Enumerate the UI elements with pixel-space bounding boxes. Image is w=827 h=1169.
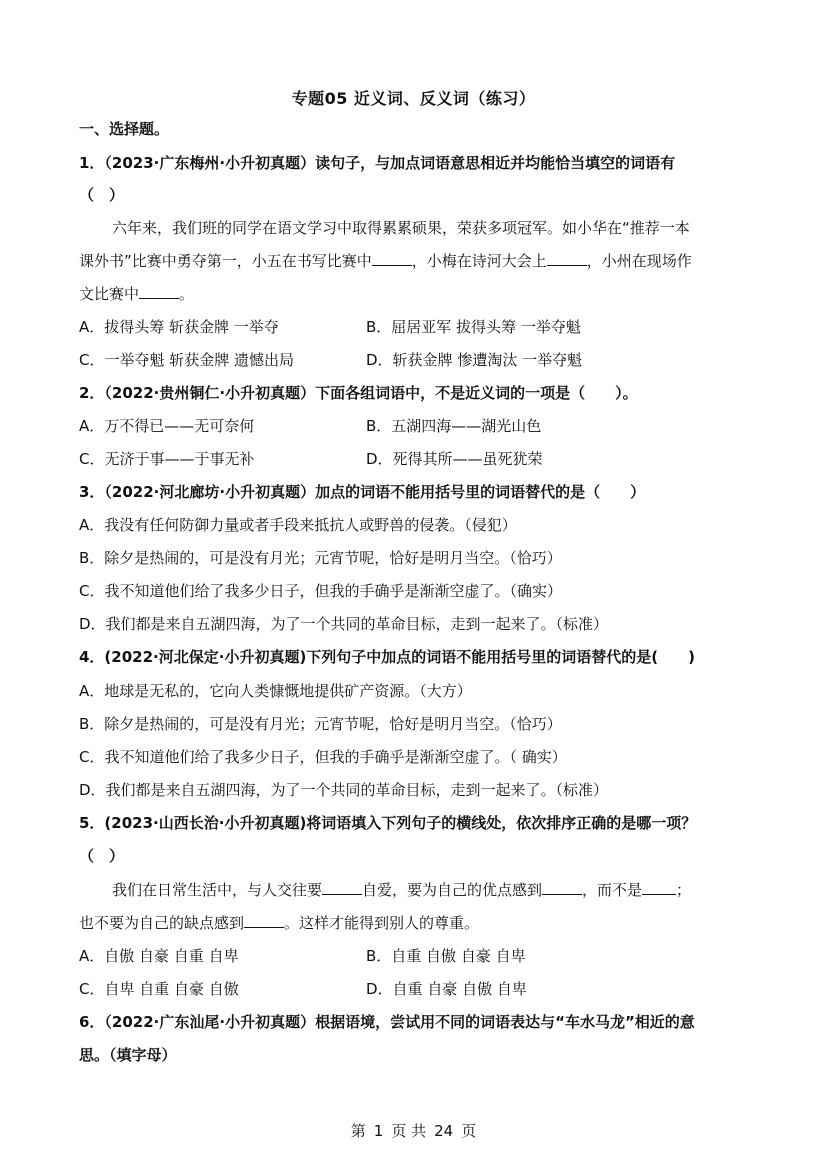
page-footer — [0, 1120, 827, 1141]
fill-blank — [372, 251, 412, 266]
option-c[interactable]: C．我不知道他们给了我多少日子，但我的手确乎是渐渐空虚了。（ 确实） — [79, 748, 567, 766]
option-d[interactable]: D．我们都是来自五湖四海，为了一个共同的革命目标，走到一起来了。（标准） — [79, 781, 609, 799]
question-1-stem: 1．（2023·广东梅州·小升初真题）读句子，与加点词语意思相近并均能恰当填空的词语有 — [79, 154, 676, 172]
fill-blank — [547, 251, 587, 266]
footer-mid: 页 共 — [391, 1122, 427, 1140]
option-d[interactable]: D．死得其所——虽死犹荣 — [366, 450, 543, 468]
question-2-options-row-2 — [79, 449, 751, 469]
option-d[interactable]: D．我们都是来自五湖四海，为了一个共同的革命目标，走到一起来了。（标准） — [79, 615, 609, 633]
option-a[interactable]: A．自傲 自豪 自重 自卑 — [79, 947, 239, 965]
page-number: 1 — [373, 1122, 384, 1140]
option-d[interactable]: D．斩获金牌 惨遭淘汰 一举夺魁 — [366, 351, 583, 369]
question-2-options-row-1 — [79, 416, 751, 436]
fill-blank — [322, 880, 362, 895]
question-1-options-row-2 — [79, 350, 751, 370]
question-5-passage-line-1: 我们在日常生活中，与人交往要 自爱，要为自己的优点感到 ，而不是 ； — [112, 881, 692, 899]
option-d[interactable]: D．自重 自豪 自傲 自卑 — [366, 980, 527, 998]
option-c[interactable]: C．无济于事——于事无补 — [79, 450, 255, 468]
total-pages: 24 — [434, 1122, 454, 1140]
fill-blank — [542, 880, 582, 895]
question-5-passage-line-2: 也不要为自己的缺点感到 。这样才能得到别人的尊重。 — [79, 914, 480, 932]
question-6-stem-cont: 思。（填字母） — [79, 1046, 177, 1064]
option-a[interactable]: A．地球是无私的，它向人类慷慨地提供矿产资源。（大方） — [79, 682, 472, 700]
question-5-options-row-1 — [79, 946, 751, 966]
option-b[interactable]: B．屈居亚军 拔得头筹 一举夺魁 — [366, 318, 581, 336]
fill-blank — [642, 880, 676, 895]
option-a[interactable]: A．拔得头筹 斩获金牌 一举夺 — [79, 318, 279, 336]
option-a[interactable]: A．万不得已——无可奈何 — [79, 417, 255, 435]
question-1-passage-line-2: 课外书”比赛中勇夺第一，小五在书写比赛中 ，小梅在诗河大会上 ，小州在现场作 — [79, 252, 692, 270]
option-c[interactable]: C．自卑 自重 自豪 自傲 — [79, 980, 239, 998]
section-heading: 一、选择题。 — [79, 120, 170, 138]
question-3-stem: 3．（2022·河北廊坊·小升初真题）加点的词语不能用括号里的词语替代的是（ ） — [79, 483, 646, 501]
option-a[interactable]: A．我没有任何防御力量或者手段来抵抗人或野兽的侵袭。（侵犯） — [79, 516, 517, 534]
page-title: 专题05 近义词、反义词（练习） — [291, 89, 536, 108]
question-1-passage-line-3: 文比赛中 。 — [79, 285, 195, 303]
question-5-options-row-2 — [79, 979, 751, 999]
question-1-options-row-1 — [79, 317, 751, 337]
footer-end: 页 — [461, 1122, 477, 1140]
option-c[interactable]: C．我不知道他们给了我多少日子，但我的手确乎是渐渐空虚了。（确实） — [79, 582, 562, 600]
fill-blank — [139, 284, 179, 299]
footer-label: 第 — [350, 1122, 366, 1140]
question-1-paren: （ ） — [79, 186, 125, 204]
question-5-paren: （ ） — [79, 847, 125, 865]
option-c[interactable]: C．一举夺魁 斩获金牌 遗憾出局 — [79, 351, 295, 369]
option-b[interactable]: B．自重 自傲 自豪 自卑 — [366, 947, 526, 965]
question-6-stem: 6．（2022·广东汕尾·小升初真题）根据语境，尝试用不同的词语表达与“车水马龙”相近的意 — [79, 1013, 695, 1031]
option-b[interactable]: B．五湖四海——湖光山色 — [366, 417, 542, 435]
question-5-stem: 5．(2023·山西长治·小升初真题)将词语填入下列句子的横线处，依次排序正确的是哪一项？ — [79, 814, 697, 832]
question-1-passage-line-1: 六年来，我们班的同学在语文学习中取得累累硕果，荣获多项冠军。如小华在“推荐一本 — [112, 219, 690, 237]
question-4-stem: 4．(2022·河北保定·小升初真题)下列句子中加点的词语不能用括号里的词语替代的是( ) — [79, 648, 696, 666]
fill-blank — [244, 913, 284, 928]
option-b[interactable]: B．除夕是热闹的，可是没有月光；元宵节呢，恰好是明月当空。（恰巧） — [79, 715, 562, 733]
option-b[interactable]: B．除夕是热闹的，可是没有月光；元宵节呢，恰好是明月当空。（恰巧） — [79, 549, 562, 567]
question-2-stem: 2．（2022·贵州铜仁·小升初真题）下面各组词语中，不是近义词的一项是（ ）。 — [79, 384, 638, 402]
